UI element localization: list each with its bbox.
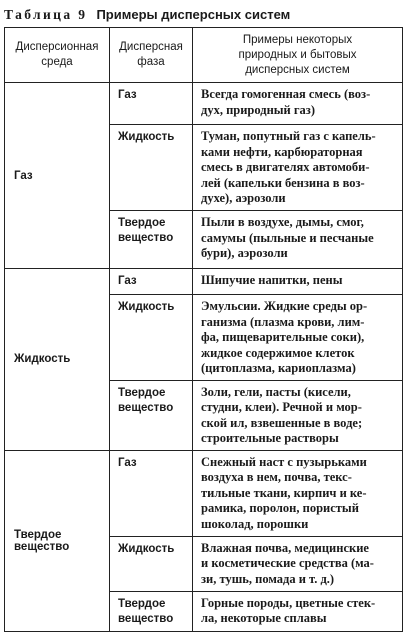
- phase-label: Жидкость: [118, 301, 175, 313]
- medium-label: Газ: [14, 169, 33, 182]
- medium-cell: [5, 450, 110, 631]
- header-examples-text: Примеры некоторых природных и бытовых дисперсных систем: [238, 33, 357, 76]
- examples-cell: Золи, гели, пасты (кисели, студни, клеи). Речной и мор- ской ил, взвешенные в воде; строительные растворы: [193, 380, 403, 450]
- header-row: [5, 28, 403, 83]
- examples-cell: Туман, попутный газ с капель- ками нефти, карбюраторная смесь в двигателях автомоби- лей (капельки бензина в воз- духе), аэрозоли: [193, 125, 403, 211]
- header-medium-text: Дисперсионная среда: [15, 41, 99, 68]
- header-phase: [110, 28, 193, 83]
- phase-label: Твердое вещество: [118, 386, 174, 414]
- medium-label: Жидкость: [14, 353, 71, 366]
- header-phase-text: Дисперсная фаза: [119, 41, 183, 68]
- phase-cell: [110, 269, 193, 295]
- phase-cell: [110, 83, 193, 125]
- phase-cell: [110, 211, 193, 269]
- examples-cell: Всегда гомогенная смесь (воз- дух, природный газ): [193, 83, 403, 125]
- medium-label: Твердое вещество: [14, 528, 70, 553]
- table-caption: [4, 3, 290, 27]
- table-title: Примеры дисперсных систем: [96, 7, 291, 22]
- phase-label: Твердое вещество: [118, 597, 174, 625]
- phase-label: Газ: [118, 456, 137, 469]
- examples-cell: Снежный наст с пузырьками воздуха в нем, почва, текс- тильные ткани, кирпич и ке- рамика, поролон, пористый шоколад, порошки: [193, 450, 403, 536]
- phase-label: Газ: [118, 275, 137, 287]
- examples-cell: Шипучие напитки, пены: [193, 269, 403, 295]
- examples-cell: Влажная почва, медицинские и косметические средства (ма- зи, тушь, помада и т. д.): [193, 536, 403, 591]
- phase-cell: [110, 125, 193, 211]
- medium-cell: [5, 269, 110, 451]
- phase-cell: [110, 295, 193, 381]
- phase-label: Газ: [118, 89, 137, 101]
- examples-cell: Пыли в воздухе, дымы, смог, самумы (пыльные и песчаные бури), аэрозоли: [193, 211, 403, 269]
- phase-label: Жидкость: [118, 131, 175, 143]
- examples-cell: Эмульсии. Жидкие среды ор- ганизма (плазма крови, лим- фа, пищеварительные соки), жидкое содержимое клеток (цитоплазма, кариоплазма): [193, 295, 403, 381]
- table-row: [5, 269, 403, 295]
- phase-cell: [110, 591, 193, 631]
- phase-cell: [110, 380, 193, 450]
- table-row: [5, 83, 403, 125]
- medium-cell: [5, 83, 110, 269]
- disperse-systems-table: [4, 27, 403, 632]
- phase-cell: [110, 450, 193, 536]
- table-number: Таблица 9: [4, 7, 88, 22]
- phase-label: Твердое вещество: [118, 217, 174, 244]
- header-examples: [193, 28, 403, 83]
- phase-cell: [110, 536, 193, 591]
- header-medium: [5, 28, 110, 83]
- examples-cell: Горные породы, цветные стек- ла, некоторые сплавы: [193, 591, 403, 631]
- phase-label: Жидкость: [118, 542, 175, 555]
- table-row: [5, 450, 403, 536]
